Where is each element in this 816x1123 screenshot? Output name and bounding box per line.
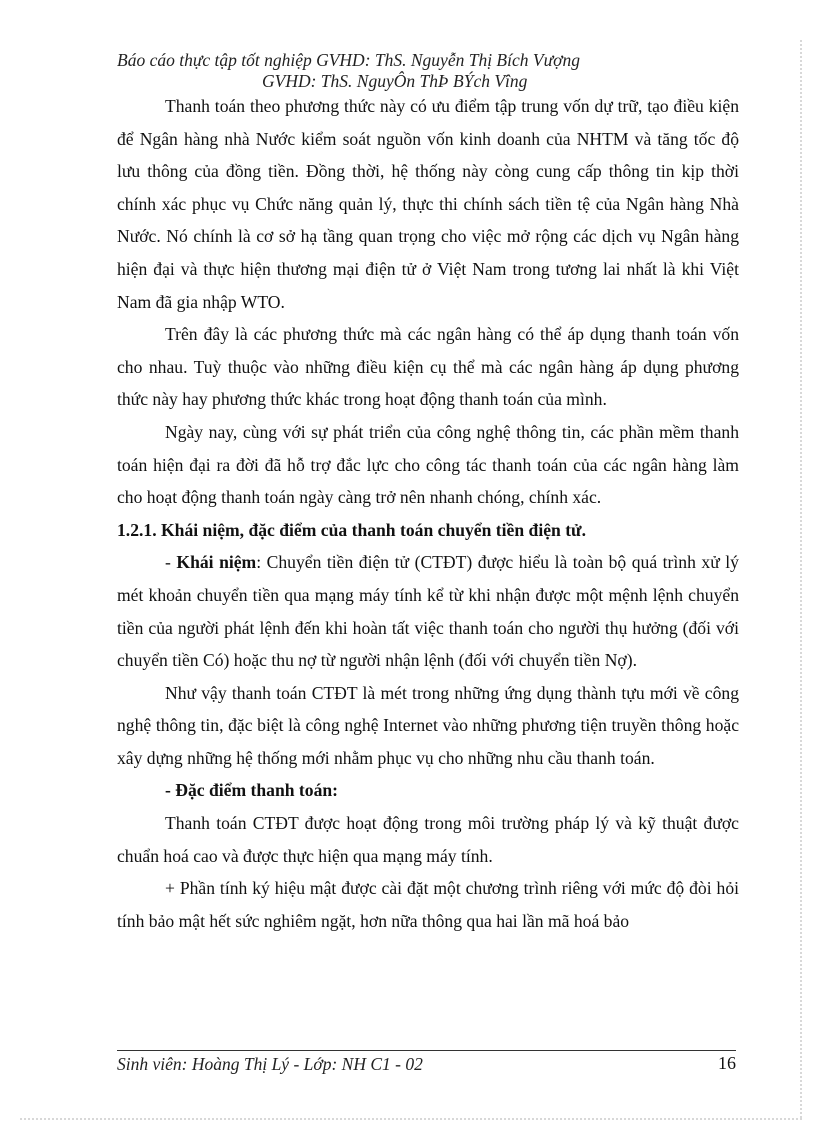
header-line-1: Báo cáo thực tập tốt nghiệp GVHD: ThS. Nguyễn Thị Bích Vượng [117, 50, 580, 70]
paragraph-definition [117, 546, 739, 676]
paragraph-7: Thanh toán CTĐT được hoạt động trong môi trường pháp lý và kỹ thuật được chuẩn hoá cao và được thực hiện qua mạng máy tính. [117, 813, 739, 866]
header-line-2: GVHD: ThS. NguyÔn ThÞ BÝch Vîng [262, 71, 528, 91]
paragraph-1: Thanh toán theo phương thức này có ưu điểm tập trung vốn dự trữ, tạo điều kiện để Ngân hàng nhà Nước kiểm soát nguồn vốn kinh doanh của NHTM và tăng tốc độ lưu thông của đồng tiền. Đồng thời, hệ thống này còng cung cấp thông tin kịp thời chính xác phục vụ Chức năng quản lý, thực thi chính sách tiền tệ của Ngân hàng Nhà Nước. Nó chính là cơ sở hạ tầng quan trọng cho việc mở rộng các dịch vụ Ngân hàng hiện đại và thực hiện thương mại điện tử ở Việt Nam trong tương lai nhất là khi Việt Nam đã gia nhập WTO. [117, 96, 739, 312]
page-border-right [800, 40, 802, 1118]
footer-divider [117, 1050, 736, 1051]
paragraph-8: + Phần tính ký hiệu mật được cài đặt một chương trình riêng với mức độ đòi hỏi tính bảo mật hết sức nghiêm ngặt, hơn nữa thông qua hai lần mã hoá bảo [117, 878, 739, 931]
subheading-features [117, 774, 739, 807]
footer-student-info: Sinh viên: Hoàng Thị Lý - Lớp: NH C1 - 02 [117, 1054, 423, 1074]
section-heading: 1.2.1. Khái niệm, đặc điểm của thanh toán chuyển tiền điện tử. [117, 519, 587, 540]
page-border-bottom [20, 1118, 802, 1120]
paragraph-5: Như vậy thanh toán CTĐT là mét trong những ứng dụng thành tựu mới về công nghệ thông tin, đặc biệt là công nghệ Internet vào những phương tiện truyền thông hoặc xây dựng những hệ thống mới nhằm phục vụ cho những nhu cầu thanh toán. [117, 682, 739, 768]
subheading-features-text: - Đặc điểm thanh toán: [165, 780, 339, 801]
definition-term: Khái niệm [176, 552, 257, 573]
document-body [117, 90, 739, 937]
paragraph-3: Ngày nay, cùng với sự phát triển của công nghệ thông tin, các phần mềm thanh toán hiện đại ra đời đã hỗ trợ đắc lực cho công tác thanh toán của các ngân hàng làm cho hoạt động thanh toán ngày càng trở nên nhanh chóng, chính xác. [117, 421, 739, 508]
page-number: 16 [718, 1053, 736, 1073]
definition-text: : Chuyển tiền điện tử (CTĐT) được hiểu là toàn bộ quá trình xử lý mét khoản chuyển tiền qua mạng máy tính kể từ khi nhận được một mệnh lệnh chuyển tiền của người phát lệnh đến khi hoàn tất việc thanh toán cho người thụ hưởng (đối với chuyển tiền Có) hoặc thu nợ từ người nhận lệnh (đối với chuyển tiền Nợ). [117, 552, 739, 671]
paragraph-2: Trên đây là các phương thức mà các ngân hàng có thể áp dụng thanh toán vốn cho nhau. Tuỳ thuộc vào những điều kiện cụ thể mà các ngân hàng áp dụng phương thức này hay phương thức khác trong hoạt động thanh toán của mình. [117, 324, 739, 410]
definition-prefix: - [165, 552, 177, 573]
